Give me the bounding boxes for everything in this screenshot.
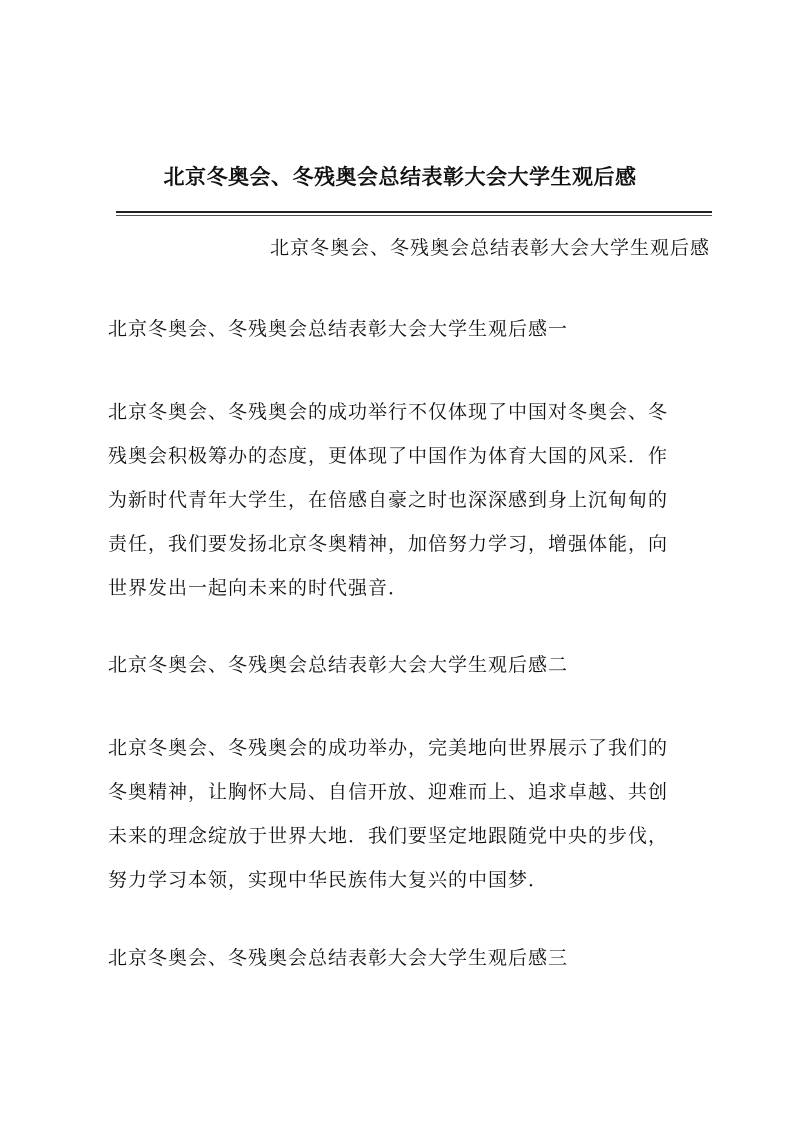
paragraph-line: 北京冬奥会、冬残奥会的成功举办，完美地向世界展示了我们的 — [108, 737, 669, 759]
paragraph-line: 残奥会积极筹办的态度，更体现了中国作为体育大国的风采．作 — [108, 445, 669, 467]
document-title: 北京冬奥会、冬残奥会总结表彰大会大学生观后感 — [163, 164, 637, 189]
paragraph-line: 未来的理念绽放于世界大地．我们要坚定地跟随党中央的步伐， — [108, 825, 669, 847]
section-1-heading: 北京冬奥会、冬残奥会总结表彰大会大学生观后感一 — [108, 318, 569, 340]
paragraph-line: 世界发出一起向未来的时代强音． — [108, 577, 409, 599]
section-2-paragraph — [108, 733, 718, 909]
paragraph-line: 努力学习本领，实现中华民族伟大复兴的中国梦． — [108, 869, 549, 891]
section-1-paragraph — [108, 397, 718, 617]
section-2-heading: 北京冬奥会、冬残奥会总结表彰大会大学生观后感二 — [108, 654, 569, 676]
title-divider-thick — [116, 211, 712, 213]
paragraph-line: 冬奥精神，让胸怀大局、自信开放、迎难而上、追求卓越、共创 — [108, 781, 669, 803]
section-3-heading: 北京冬奥会、冬残奥会总结表彰大会大学生观后感三 — [108, 947, 569, 969]
title-divider-thin — [116, 215, 712, 216]
document-subtitle: 北京冬奥会、冬残奥会总结表彰大会大学生观后感 — [269, 237, 710, 259]
paragraph-line: 为新时代青年大学生，在倍感自豪之时也深深感到身上沉甸甸的 — [108, 489, 669, 511]
paragraph-line: 责任，我们要发扬北京冬奥精神，加倍努力学习，增强体能，向 — [108, 533, 669, 555]
paragraph-line: 北京冬奥会、冬残奥会的成功举行不仅体现了中国对冬奥会、冬 — [108, 401, 669, 423]
